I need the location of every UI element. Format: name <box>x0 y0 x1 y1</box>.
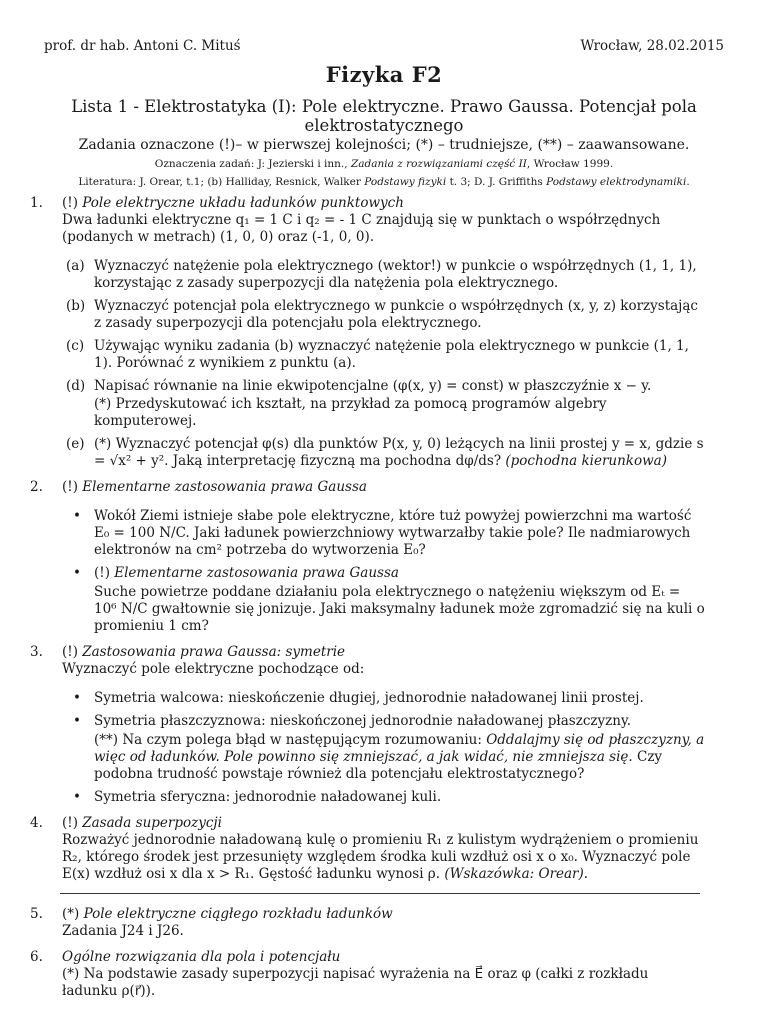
subproblem-e: (e) (*) Wyznaczyć potencjał φ(s) dla punktów P(x, y, 0) leżących na linii prostej y = x, gdzie s = √x² + y². Jaką interpretację fizyczną ma pochodna dφ/ds? (pochodna kierunkowa) <box>66 436 704 469</box>
problem-number: 5. <box>30 906 43 922</box>
subproblem-c: (c) Używając wyniku zadania (b) wyznaczyć natężenie pola elektrycznego w punkcie (1, 1, 1). Porównać z wynikiem z punktu (a). <box>66 338 689 371</box>
list-item: • Symetria płaszczyznowa: nieskończonej jednorodnie naładowanej płaszczyzny. (**) Na czym polega błąd w następującym rozumowaniu: Oddalajmy się od płaszczyzny, a więc od ładunków. Pole powinno się zmniejszać, a jak widać, nie zmniejsza się. Czy podobna trudność powstaje również dla potencjału elektrostatycznego? <box>73 713 705 782</box>
problem-title: (!) Zastosowania prawa Gaussa: symetrie <box>62 644 346 660</box>
problem-5 <box>30 906 705 940</box>
problem-text: Zadania J24 i J26. <box>62 923 184 939</box>
problem-number: 6. <box>30 949 43 965</box>
problem-number: 4. <box>30 815 43 831</box>
problem-1 <box>30 195 705 470</box>
problem-6 <box>30 949 705 1000</box>
problem-4 <box>30 815 705 883</box>
problem-title: (!) Elementarne zastosowania prawa Gaussa <box>62 479 367 495</box>
list-item: • Wokół Ziemi istnieje słabe pole elektryczne, które tuż powyżej powierzchni ma wartość E₀ = 100 N/C. Jaki ładunek powierzchniowy wytwarzałby takie pole? Ile nadmiarowych elektronów na cm² potrzeba do wytworzenia E₀? <box>73 508 692 558</box>
literature-note: Literatura: J. Orear, t.1; (b) Halliday, Resnick, Walker Podstawy fizyki t. 3; D. J. Griffiths Podstawy elektrodynamiki. <box>78 176 690 188</box>
subproblem-a: (a) Wyznaczyć natężenie pola elektrycznego (wektor!) w punkcie o współrzędnych (1, 1, 1), korzystając z zasady superpozycji dla natężenia pola elektrycznego. <box>66 258 697 291</box>
list-item: • Symetria walcowa: nieskończenie długiej, jednorodnie naładowanej linii prostej. <box>73 690 644 706</box>
problem-title: (*) Pole elektryczne ciągłego rozkładu ładunków <box>62 906 393 922</box>
problem-number: 1. <box>30 195 43 211</box>
problem-text: Dwa ładunki elektryczne q₁ = 1 C i q₂ = - 1 C znajdują się w punktach o współrzędnych (podanych w metrach) (1, 0, 0) oraz (-1, 0, 0). <box>62 212 661 245</box>
problem-title: (!) Pole elektryczne układu ładunków punktowych <box>62 195 404 211</box>
subproblem-d: (d) Napisać równanie na linie ekwipotencjalne (φ(x, y) = const) w płaszczyźnie x − y. (*) Przedyskutować ich kształt, na przykład za pomocą programów algebry komputerowej. <box>66 378 652 429</box>
problem-text: Wyznaczyć pole elektryczne pochodzące od: <box>62 661 365 677</box>
divider <box>60 893 700 894</box>
list-item: • Symetria sferyczna: jednorodnie naładowanej kuli. <box>73 789 442 805</box>
notation-note: Oznaczenia zadań: J: Jezierski i inn., Zadania z rozwiązaniami część II, Wrocław 1999. <box>154 158 614 170</box>
problem-list <box>30 195 705 1009</box>
author: prof. dr hab. Antoni C. Mituś <box>44 38 241 54</box>
problem-title: (!) Zasada superpozycji <box>62 815 222 831</box>
document-title: Fizyka F2 <box>325 62 443 87</box>
problem-3 <box>30 644 705 806</box>
problem-number: 3. <box>30 644 43 660</box>
difficulty-legend: Zadania oznaczone (!)– w pierwszej kolejności; (*) – trudniejsze, (**) – zaawansowane. <box>78 137 690 153</box>
problem-2 <box>30 479 705 635</box>
place-date: Wrocław, 28.02.2015 <box>580 38 724 54</box>
problem-number: 2. <box>30 479 43 495</box>
problem-text: (*) Na podstawie zasady superpozycji napisać wyrażenia na E⃗ oraz φ (całki z rozkładu ładunku ρ(r⃗)). <box>62 966 649 999</box>
subproblem-b: (b) Wyznaczyć potencjał pola elektrycznego w punkcie o współrzędnych (x, y, z) korzystając z zasady superpozycji dla potencjału pola elektrycznego. <box>66 298 698 331</box>
document-subtitle: Lista 1 - Elektrostatyka (I): Pole elektryczne. Prawo Gaussa. Potencjał pola elektrostatycznego <box>71 97 697 135</box>
list-item: • (!) Elementarne zastosowania prawa Gaussa Suche powietrze poddane działaniu pola elektrycznego o natężeniu większym od Eₜ = 10⁶ N/C gwałtownie się jonizuje. Jaki maksymalny ładunek może zgromadzić się na kuli o promieniu 1 cm? <box>73 565 705 634</box>
problem-text: Rozważyć jednorodnie naładowaną kulę o promieniu R₁ z kulistym wydrążeniem o promieniu R₂, którego środek jest przesunięty względem środka kuli wzdłuż osi x o x₀. Wyznaczyć pole E(x) wzdłuż osi x dla x > R₁. Gęstość ładunku wynosi ρ. (Wskazówka: Orear). <box>62 832 699 882</box>
problem-title: Ogólne rozwiązania dla pola i potencjału <box>62 949 341 965</box>
